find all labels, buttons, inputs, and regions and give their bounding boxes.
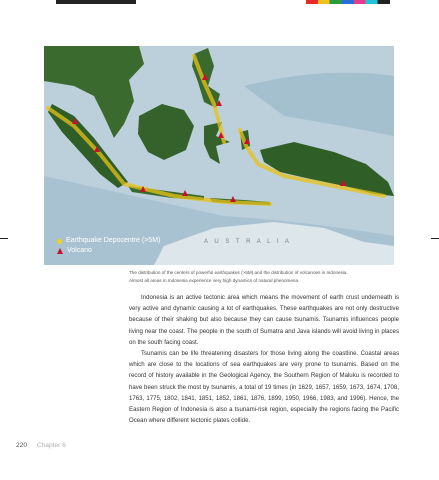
chapter-label: Chapter 6 [36, 442, 66, 449]
caption-line-2: Almost all areas in Indonesia experience very high dynamics of natural phenomena. [129, 278, 300, 283]
paragraph-2: Tsunamis can be life threatening disasters for those living along the coastline. Coastal areas which are close to the locations of sea earthquakes are very prone to tsunamis. Based on the record of history available in the Geological Agency, the Southern Region of Maluku is recorded to have been struck the most by tsunamis, a total of 19 times (in 1629, 1657, 1659, 1673, 1674, 1708, 1763, 1775, 1802, 1841, 1851, 1852, 1861, 1876, 1899, 1950, 1966, 1983, and 1996). Hence, the Eastern Region of Indonesia is also a tsunami-risk region, especially the regions facing the Pacific Ocean where different tectonic plates collide. [129, 350, 399, 425]
red-triangle-icon [57, 248, 63, 254]
yellow-dot-icon [57, 239, 62, 244]
crop-mark-left [0, 238, 8, 239]
australia-label: A U S T R A L I A [204, 239, 292, 245]
page-footer [16, 442, 66, 449]
print-color-bar [306, 0, 390, 4]
volcano-markers [44, 46, 394, 265]
legend-label-volcano: Volcano [67, 247, 92, 254]
body-text [129, 292, 399, 426]
seismic-map [44, 46, 394, 265]
legend-item-volcano [57, 246, 160, 256]
page-number: 220 [16, 442, 28, 449]
paragraph-1: Indonesia is an active tectonic area which means the movement of earth crust underneath is very active and dynamic causing a lot of earthquakes. These earthquakes are not only destructive because of their shaking but also because they can cause tsunamis. Tsunamis influences people living near the coast. The people in the south of Sumatra and Java islands will avoid living in places on the south facing coast. [129, 294, 399, 346]
caption-line-1: The distribution of the centers of powerful earthquakes (>5M) and the distribution of volcanoes in Indonesia. [129, 270, 348, 275]
legend-label-earthquake: Earthquake Depocentre (>5M) [66, 237, 161, 244]
crop-mark-right [431, 238, 439, 239]
legend-item-earthquake [57, 236, 160, 246]
print-bar-black [56, 0, 136, 4]
map-legend [57, 236, 160, 256]
figure-caption [129, 269, 399, 285]
